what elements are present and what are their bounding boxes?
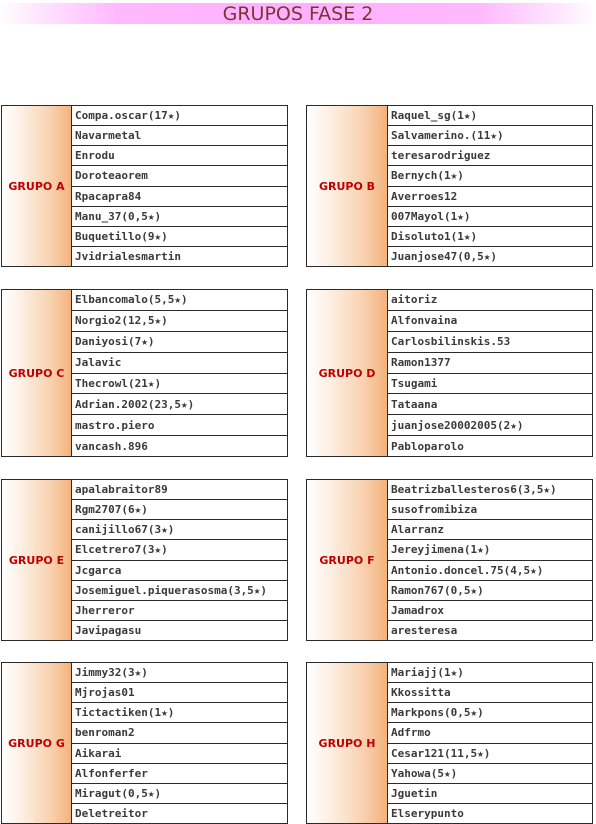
player-cell: Alfonferfer — [72, 764, 287, 784]
player-cell: Jcgarca — [72, 561, 287, 581]
group-label: GRUPO E — [2, 480, 72, 640]
player-cell: Mariajj(1★) — [388, 663, 592, 683]
group-label: GRUPO G — [2, 663, 72, 823]
player-cell: Miragut(0,5★) — [72, 784, 287, 804]
group-d — [306, 289, 593, 457]
player-cell: Doroteaorem — [72, 166, 287, 186]
player-cell: Rgm2707(6★) — [72, 500, 287, 520]
player-cell: Ramon767(0,5★) — [388, 581, 592, 601]
group-h — [306, 662, 593, 824]
player-cell: Norgio2(12,5★) — [72, 311, 287, 332]
player-cell: Averroes12 — [388, 187, 592, 207]
players-list — [72, 663, 287, 823]
player-cell: Adrian.2002(23,5★) — [72, 394, 287, 415]
group-label: GRUPO H — [307, 663, 388, 823]
player-cell: Adfrmo — [388, 723, 592, 743]
player-cell: aitoriz — [388, 290, 592, 311]
player-cell: Jherreror — [72, 601, 287, 621]
player-cell: Javipagasu — [75, 623, 142, 637]
players-list — [72, 480, 287, 640]
player-cell: vancash.896 — [75, 439, 148, 453]
group-b — [306, 105, 593, 267]
player-cell: Disoluto1(1★) — [388, 227, 592, 247]
player-cell: benroman2 — [72, 723, 287, 743]
group-label: GRUPO D — [307, 290, 388, 456]
group-g — [1, 662, 288, 824]
player-cell: susofromibiza — [388, 500, 592, 520]
player-cell: Markpons(0,5★) — [388, 703, 592, 723]
player-cell: Mjrojas01 — [72, 683, 287, 703]
players-list — [72, 290, 287, 456]
player-cell: Yahowa(5★) — [388, 764, 592, 784]
player-cell: Bernych(1★) — [388, 166, 592, 186]
players-list — [388, 480, 592, 640]
player-cell: Kkossitta — [388, 683, 592, 703]
player-cell: juanjose20002005(2★) — [388, 415, 592, 436]
player-cell: Juanjose47(0,5★) — [391, 249, 497, 263]
player-cell: Beatrizballesteros6(3,5★) — [388, 480, 592, 500]
player-cell: Elcetrero7(3★) — [72, 540, 287, 560]
player-cell: Cesar121(11,5★) — [388, 744, 592, 764]
player-cell: Jereyjimena(1★) — [388, 540, 592, 560]
player-cell: canijillo67(3★) — [72, 520, 287, 540]
player-cell: Raquel_sg(1★) — [388, 106, 592, 126]
player-cell: mastro.piero — [72, 415, 287, 436]
page-title: GRUPOS FASE 2 — [222, 3, 374, 25]
title-bar — [0, 3, 596, 24]
player-cell: Compa.oscar(17★) — [72, 106, 287, 126]
players-list — [388, 106, 592, 266]
group-c — [1, 289, 288, 457]
player-cell: Elbancomalo(5,5★) — [72, 290, 287, 311]
player-cell: 007Mayol(1★) — [388, 207, 592, 227]
player-cell: Jguetin — [388, 784, 592, 804]
group-label: GRUPO F — [307, 480, 388, 640]
player-cell: aresteresa — [391, 623, 458, 637]
players-list — [388, 663, 592, 823]
player-cell: Salvamerino.(11★) — [388, 126, 592, 146]
player-cell: Tataana — [388, 394, 592, 415]
player-cell: apalabraitor89 — [72, 480, 287, 500]
player-cell: Tictactiken(1★) — [72, 703, 287, 723]
player-cell: Rpacapra84 — [72, 187, 287, 207]
player-cell: Jimmy32(3★) — [72, 663, 287, 683]
group-label: GRUPO C — [2, 290, 72, 456]
player-cell: Jalavic — [72, 353, 287, 374]
player-cell: Pabloparolo — [391, 439, 464, 453]
group-a — [1, 105, 288, 267]
player-cell: Daniyosi(7★) — [72, 332, 287, 353]
player-cell: Josemiguel.piquerasosma(3,5★) — [72, 581, 287, 601]
player-cell: Alarranz — [388, 520, 592, 540]
player-cell: Alfonvaina — [388, 311, 592, 332]
player-cell: Jamadrox — [388, 601, 592, 621]
player-cell: Navarmetal — [72, 126, 287, 146]
group-label: GRUPO B — [307, 106, 388, 266]
players-list — [72, 106, 287, 266]
group-e — [1, 479, 288, 641]
group-f — [306, 479, 593, 641]
player-cell: Jvidrialesmartin — [75, 249, 181, 263]
player-cell: Tsugami — [388, 374, 592, 395]
player-cell: teresarodriguez — [388, 146, 592, 166]
player-cell: Buquetillo(9★) — [72, 227, 287, 247]
player-cell: Elserypunto — [391, 806, 464, 820]
player-cell: Enrodu — [72, 146, 287, 166]
player-cell: Thecrowl(21★) — [72, 374, 287, 395]
player-cell: Deletreitor — [75, 806, 148, 820]
players-list — [388, 290, 592, 456]
player-cell: Aikarai — [72, 744, 287, 764]
player-cell: Ramon1377 — [388, 353, 592, 374]
player-cell: Antonio.doncel.75(4,5★) — [388, 561, 592, 581]
player-cell: Carlosbilinskis.53 — [388, 332, 592, 353]
group-label: GRUPO A — [2, 106, 72, 266]
player-cell: Manu_37(0,5★) — [72, 207, 287, 227]
